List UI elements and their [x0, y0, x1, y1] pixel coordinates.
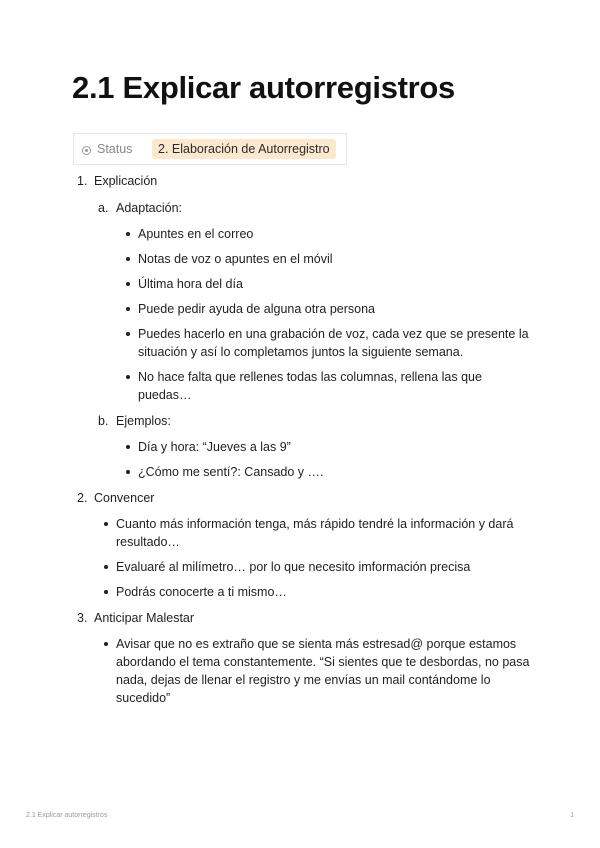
bullet-item: [72, 275, 532, 293]
list-item-explicacion: [72, 172, 532, 190]
page-number: 1: [570, 812, 574, 819]
status-badge[interactable]: 2. Elaboración de Autorregistro: [152, 139, 336, 159]
bullet-marker: [104, 642, 108, 646]
list-number: 1.: [77, 174, 88, 188]
sublist-item-label: Ejemplos:: [116, 414, 171, 428]
bullet-marker: [126, 257, 130, 261]
list-letter: b.: [98, 414, 109, 428]
page-footer: [26, 812, 574, 819]
bullet-text: Evaluaré al milímetro… por lo que necesito imformación precisa: [116, 560, 471, 574]
bullet-marker: [126, 282, 130, 286]
status-name: Status: [97, 142, 133, 156]
bullet-text: Puede pedir ayuda de alguna otra persona: [138, 302, 375, 316]
bullet-item: [72, 558, 532, 576]
bullet-text: Apuntes en el correo: [138, 227, 254, 241]
bullet-marker: [126, 375, 130, 379]
bullet-marker: [126, 445, 130, 449]
list-number: 3.: [77, 611, 88, 625]
list-item-label: Convencer: [94, 491, 155, 505]
page-title: 2.1 Explicar autorregistros: [72, 70, 456, 105]
status-property[interactable]: [73, 133, 347, 165]
bullet-item: [72, 368, 532, 404]
bullet-marker: [126, 232, 130, 236]
bullet-text: Puedes hacerlo en una grabación de voz, cada vez que se presente la situación y así lo completamos juntos la siguiente semana.: [138, 327, 529, 359]
bullet-marker: [126, 332, 130, 336]
bullet-text: Día y hora: “Jueves a las 9”: [138, 440, 291, 454]
bullet-item: [72, 225, 532, 243]
list-letter: a.: [98, 201, 109, 215]
list-item-label: Anticipar Malestar: [94, 611, 195, 625]
bullet-marker: [104, 565, 108, 569]
bullet-item: [72, 325, 532, 361]
sublist-item-adaptacion: [72, 199, 532, 217]
bullet-item: [72, 635, 532, 707]
bullet-marker: [104, 522, 108, 526]
bullet-item: [72, 438, 532, 456]
bullet-item: [72, 300, 532, 318]
bullet-text: Podrás conocerte a ti mismo…: [116, 585, 287, 599]
bullet-text: No hace falta que rellenes todas las columnas, rellena las que puedas…: [138, 370, 482, 402]
list-item-label: Explicación: [94, 174, 158, 188]
status-icon: [82, 146, 91, 155]
list-number: 2.: [77, 491, 88, 505]
bullet-item: [72, 583, 532, 601]
sublist-item-ejemplos: [72, 412, 532, 430]
footer-title: 2.1 Explicar autorregistros: [26, 812, 108, 819]
sublist-item-label: Adaptación:: [116, 201, 183, 215]
bullet-marker: [104, 590, 108, 594]
bullet-marker: [126, 307, 130, 311]
bullet-text: Última hora del día: [138, 277, 243, 291]
bullet-item: [72, 515, 532, 551]
status-label: [74, 142, 152, 156]
bullet-text: Avisar que no es extraño que se sienta más estresad@ porque estamos abordando el tema constantemente. “Si sientes que te desbordas, no pasa nada, dejas de llenar el registro y me envías un mail contándome lo sucedido”: [116, 637, 530, 705]
bullet-text: ¿Cómo me sentí?: Cansado y ….: [138, 465, 324, 479]
bullet-marker: [126, 470, 130, 474]
bullet-text: Cuanto más información tenga, más rápido tendré la información y dará resultado…: [116, 517, 514, 549]
bullet-item: [72, 250, 532, 268]
document-body: [72, 172, 532, 707]
bullet-text: Notas de voz o apuntes en el móvil: [138, 252, 333, 266]
bullet-item: [72, 463, 532, 481]
list-item-anticipar-malestar: [72, 609, 532, 627]
list-item-convencer: [72, 489, 532, 507]
